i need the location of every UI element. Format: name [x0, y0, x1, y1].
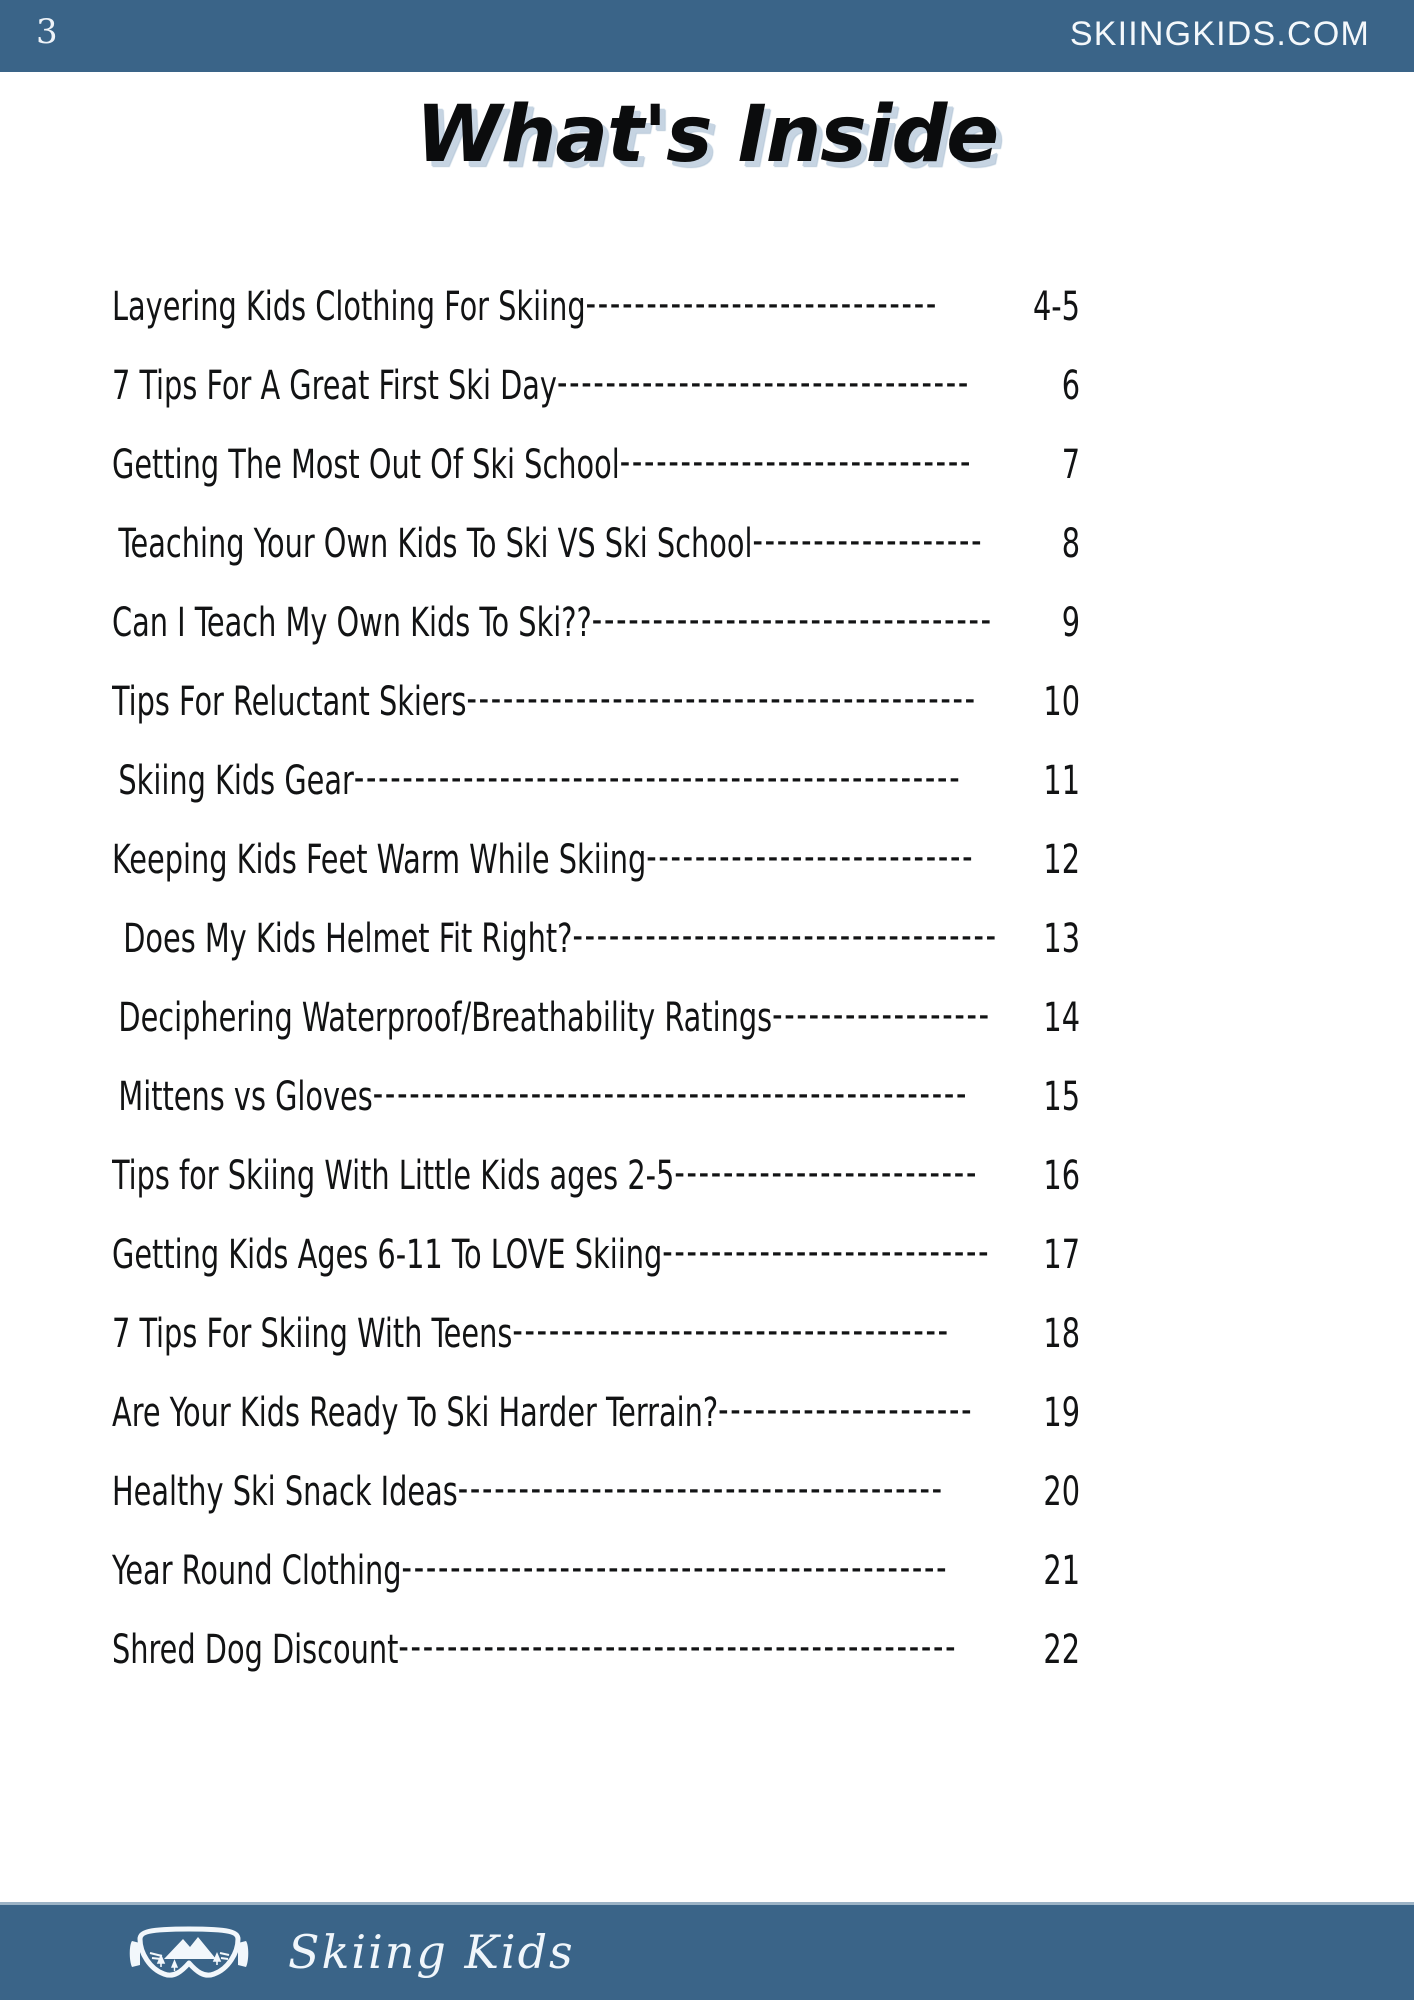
toc-entry-page-number: 16	[1043, 1154, 1080, 1199]
toc-entry[interactable]	[112, 364, 1322, 443]
toc-entry-leader: --------------------------------------------------	[353, 759, 962, 800]
toc-entry-inner	[112, 1628, 1080, 1672]
toc-entry-label: Can I Teach My Own Kids To Ski??	[112, 601, 592, 646]
toc-entry-label: Layering Kids Clothing For Skiing	[112, 285, 586, 330]
toc-entry-label: Keeping Kids Feet Warm While Skiing	[112, 838, 647, 883]
toc-entry-inner	[112, 443, 1080, 487]
toc-entry-inner	[112, 1312, 1080, 1356]
toc-entry[interactable]	[112, 759, 1322, 838]
toc-entry-page-number: 12	[1043, 838, 1080, 883]
toc-entry[interactable]	[112, 680, 1322, 759]
toc-entry-page-number: 20	[1043, 1470, 1080, 1515]
toc-entry-inner	[112, 364, 1080, 408]
toc-entry[interactable]	[112, 285, 1322, 364]
toc-entry-inner	[112, 1549, 1080, 1593]
page-header-bar	[0, 0, 1414, 72]
page-footer-bar	[0, 1905, 1414, 2000]
toc-entry-label: Does My Kids Helmet Fit Right?	[123, 917, 573, 962]
page-title: What's Inside	[415, 90, 999, 180]
toc-entry-inner	[112, 1470, 1080, 1514]
toc-entry[interactable]	[112, 1233, 1322, 1312]
toc-entry-inner	[112, 680, 1080, 724]
toc-entry-leader: ---------------------------	[662, 1233, 991, 1274]
toc-entry-page-number: 22	[1043, 1628, 1080, 1673]
toc-entry-leader: ----------------------------------------	[457, 1470, 944, 1511]
toc-entry-page-number: 6	[1061, 364, 1080, 409]
toc-entry-leader: ---------------------------------	[591, 601, 993, 642]
toc-entry-inner	[112, 917, 1080, 961]
toc-entry-label: Are Your Kids Ready To Ski Harder Terrain?	[112, 1391, 719, 1436]
toc-entry-label: Tips for Skiing With Little Kids ages 2-5	[112, 1154, 675, 1199]
toc-entry-label: Shred Dog Discount	[112, 1628, 399, 1673]
toc-entry-page-number: 17	[1043, 1233, 1080, 1278]
toc-entry-page-number: 10	[1043, 680, 1080, 725]
toc-entry-leader: -------------------	[752, 522, 984, 563]
toc-entry-leader: ----------------------------------------------	[398, 1628, 958, 1669]
page-title-wrap	[0, 92, 1414, 178]
toc-entry-label: Getting Kids Ages 6-11 To LOVE Skiing	[112, 1233, 663, 1278]
toc-entry-label: Teaching Your Own Kids To Ski VS Ski School	[118, 522, 753, 567]
toc-entry-inner	[112, 601, 1080, 645]
toc-entry-page-number: 15	[1043, 1075, 1080, 1120]
table-of-contents	[112, 285, 1322, 1707]
toc-entry-leader: -------------------------	[674, 1154, 979, 1195]
toc-entry[interactable]	[112, 1312, 1322, 1391]
toc-entry-page-number: 11	[1043, 759, 1080, 804]
header-site-name: SKIINGKIDS.COM	[1069, 15, 1370, 53]
toc-entry-page-number: 8	[1061, 522, 1080, 567]
toc-entry-inner	[112, 996, 1080, 1040]
toc-entry[interactable]	[112, 601, 1322, 680]
toc-entry-inner	[112, 1075, 1080, 1119]
toc-entry-label: Getting The Most Out Of Ski School	[112, 443, 620, 488]
toc-entry-page-number: 14	[1043, 996, 1080, 1041]
toc-entry-leader: -----------------------------	[585, 285, 938, 326]
toc-entry[interactable]	[112, 1391, 1322, 1470]
toc-entry-label: Year Round Clothing	[112, 1549, 402, 1594]
toc-entry-inner	[112, 522, 1080, 566]
toc-entry[interactable]	[112, 1549, 1322, 1628]
ski-goggles-logo-icon	[128, 1923, 250, 1985]
toc-entry-leader: ---------------------------	[646, 838, 975, 879]
toc-entry-label: 7 Tips For A Great First Ski Day	[112, 364, 557, 409]
toc-entry[interactable]	[112, 1470, 1322, 1549]
toc-entry[interactable]	[112, 838, 1322, 917]
header-page-number: 3	[36, 12, 58, 52]
toc-entry-leader: -----------------------------------	[572, 917, 998, 958]
toc-entry-inner	[112, 1233, 1080, 1277]
toc-entry-leader: ------------------------------------	[512, 1312, 950, 1353]
toc-entry-page-number: 21	[1043, 1549, 1080, 1594]
toc-entry[interactable]	[112, 443, 1322, 522]
toc-entry-inner	[112, 1391, 1080, 1435]
toc-entry[interactable]	[112, 1154, 1322, 1233]
toc-entry-label: Mittens vs Gloves	[118, 1075, 373, 1120]
toc-entry-label: Tips For Reluctant Skiers	[112, 680, 467, 725]
toc-entry[interactable]	[112, 1628, 1322, 1707]
toc-entry-page-number: 9	[1061, 601, 1080, 646]
toc-entry-label: 7 Tips For Skiing With Teens	[112, 1312, 513, 1357]
toc-entry-page-number: 7	[1061, 443, 1080, 488]
footer-brand-name: Skiing Kids	[288, 1925, 575, 1979]
toc-entry-page-number: 19	[1043, 1391, 1080, 1436]
toc-entry-inner	[112, 1154, 1080, 1198]
toc-entry-leader: ------------------------------------------	[466, 680, 977, 721]
toc-entry-page-number: 4-5	[1032, 285, 1080, 330]
toc-entry[interactable]	[112, 917, 1322, 996]
toc-entry-leader: -----------------------------	[619, 443, 973, 484]
toc-entry-inner	[112, 759, 1080, 803]
toc-entry[interactable]	[112, 1075, 1322, 1154]
toc-entry-leader: ------------------	[772, 996, 991, 1037]
toc-entry-inner	[112, 838, 1080, 882]
toc-entry[interactable]	[112, 522, 1322, 601]
toc-entry-leader: ---------------------------------------------	[401, 1549, 949, 1590]
toc-entry-leader: ----------------------------------	[556, 364, 971, 405]
toc-entry-page-number: 13	[1043, 917, 1080, 962]
toc-entry-label: Deciphering Waterproof/Breathability Ratings	[118, 996, 773, 1041]
toc-entry-label: Healthy Ski Snack Ideas	[112, 1470, 458, 1515]
toc-entry-inner	[112, 285, 1080, 329]
toc-entry-label: Skiing Kids Gear	[118, 759, 354, 804]
toc-entry-page-number: 18	[1043, 1312, 1080, 1357]
toc-entry-leader: ---------------------	[718, 1391, 974, 1432]
toc-entry[interactable]	[112, 996, 1322, 1075]
toc-entry-leader: -------------------------------------------------	[372, 1075, 969, 1116]
